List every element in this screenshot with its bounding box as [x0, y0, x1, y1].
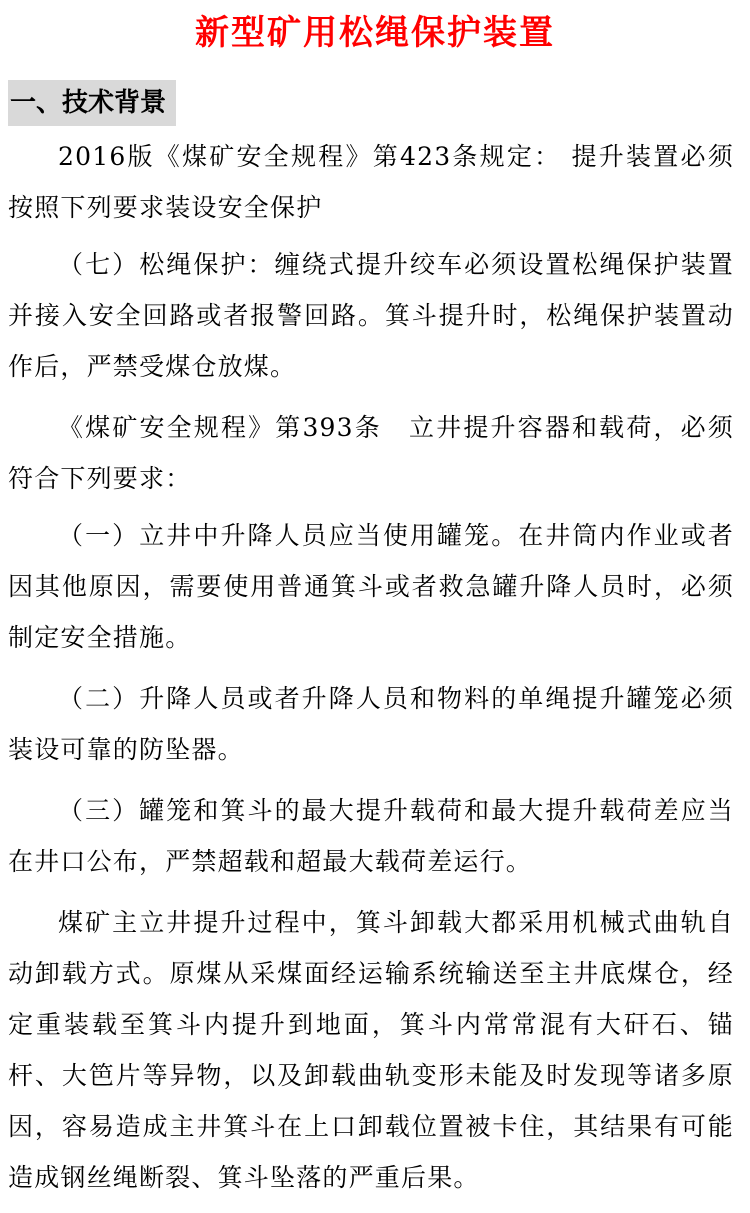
paragraph-background-description: 煤矿主立井提升过程中，箕斗卸载大都采用机械式曲轨自动卸载方式。原煤从采煤面经运输系统输送至主井底煤仓，经定重装载至箕斗内提升到地面，箕斗内常常混有大矸石、锚杆、大笆片等异物，以及卸载曲轨变形未能及时发现等诸多原因，容易造成主井箕斗在上口卸载位置被卡住，其结果有可能造成钢丝绳断裂、箕斗坠落的严重后果。: [8, 908, 734, 1192]
document-title: 新型矿用松绳保护装置: [195, 13, 555, 53]
paragraph-regulation-393: 《煤矿安全规程》第393条 立井提升容器和载荷，必须符合下列要求：: [8, 413, 734, 493]
section-heading: 一、技术背景: [8, 80, 176, 126]
paragraph-requirement-2: （二）升降人员或者升降人员和物料的单绳提升罐笼必须装设可靠的防坠器。: [8, 684, 734, 764]
document-body: [8, 131, 734, 1213]
paragraph-requirement-3: （三）罐笼和箕斗的最大提升载荷和最大提升载荷差应当在井口公布，严禁超载和超最大载荷差运行。: [8, 796, 734, 876]
paragraph-slack-rope-protection: （七）松绳保护：缠绕式提升绞车必须设置松绳保护装置并接入安全回路或者报警回路。箕斗提升时，松绳保护装置动作后，严禁受煤仓放煤。: [8, 250, 734, 381]
paragraph-regulation-423: 2016版《煤矿安全规程》第423条规定： 提升装置必须按照下列要求装设安全保护: [8, 142, 734, 222]
paragraph-requirement-1: （一）立井中升降人员应当使用罐笼。在井筒内作业或者因其他原因，需要使用普通箕斗或者救急罐升降人员时，必须制定安全措施。: [8, 521, 734, 652]
